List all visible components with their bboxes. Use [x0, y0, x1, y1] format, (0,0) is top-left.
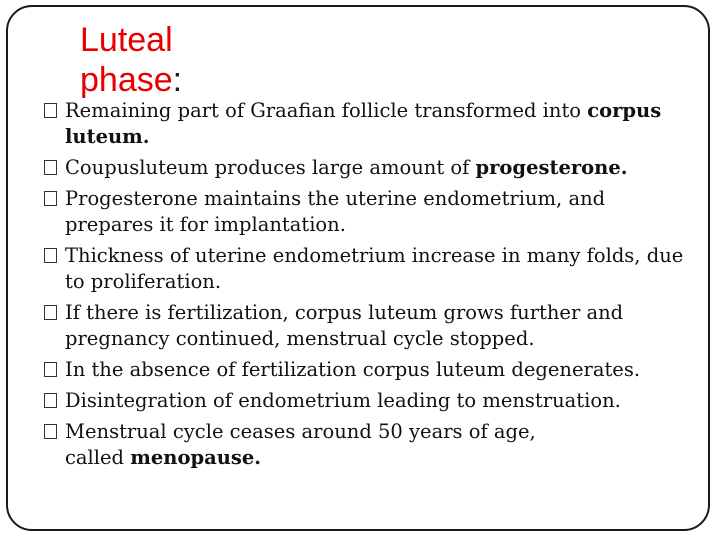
bullet-item: If there is fertilization, corpus luteum grows further and pregnancy continued, menstrual cycle stopped. — [44, 300, 708, 352]
bullet-item: Coupusluteum produces large amount of progesterone. — [44, 155, 708, 181]
title-colon: : — [172, 61, 183, 99]
checkbox-bullet-icon — [44, 424, 57, 439]
checkbox-bullet-icon — [44, 393, 57, 408]
bullet-item: Progesterone maintains the uterine endometrium, and prepares it for implantation. — [44, 186, 708, 238]
checkbox-bullet-icon — [44, 362, 57, 377]
slide-title — [80, 20, 182, 100]
checkbox-bullet-icon — [44, 248, 57, 263]
bullet-item: In the absence of fertilization corpus luteum degenerates. — [44, 357, 708, 383]
checkbox-bullet-icon — [44, 103, 57, 118]
bullet-item: Disintegration of endometrium leading to menstruation. — [44, 388, 708, 414]
bullet-item: Remaining part of Graafian follicle transformed into corpus luteum. — [44, 98, 708, 150]
checkbox-bullet-icon — [44, 191, 57, 206]
bullet-item: Thickness of uterine endometrium increase in many folds, due to proliferation. — [44, 243, 708, 295]
checkbox-bullet-icon — [44, 160, 57, 175]
title-text: Luteal phase — [80, 21, 173, 99]
bullet-list — [44, 98, 708, 476]
bullet-item: Menstrual cycle ceases around 50 years of age, called menopause. — [44, 419, 708, 471]
checkbox-bullet-icon — [44, 305, 57, 320]
